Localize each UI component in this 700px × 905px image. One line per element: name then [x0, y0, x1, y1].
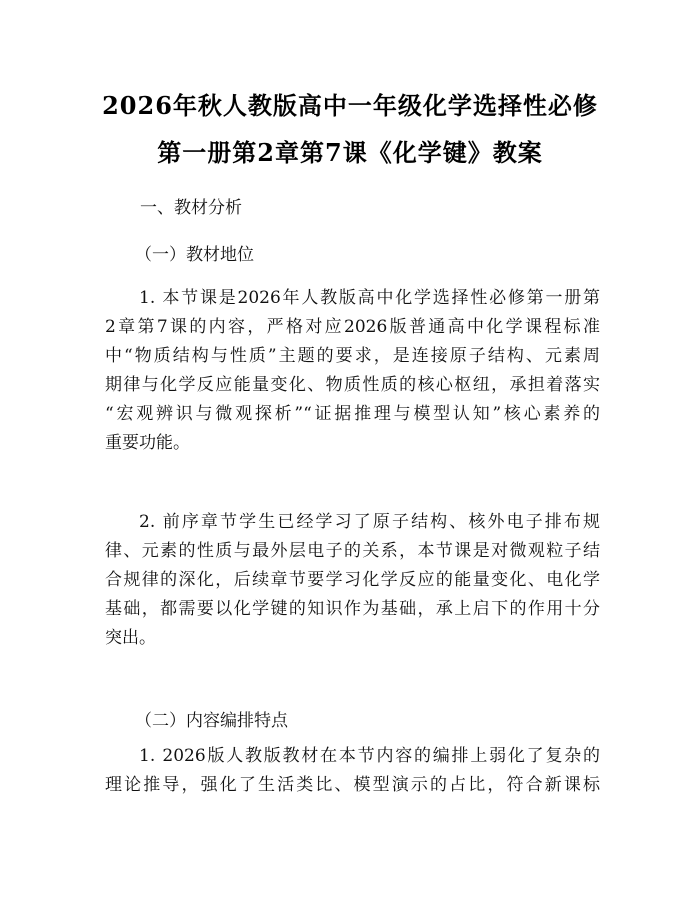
paragraph-line: 2. 前序章节学生已经学习了原子结构、核外电子排布规: [139, 512, 600, 532]
paragraph-line: 重要功能。: [105, 433, 190, 453]
paragraph-line: 理论推导，强化了生活类比、模型演示的占比，符合新课标: [105, 775, 600, 795]
paragraph-line: 突出。: [105, 628, 156, 648]
section-heading-textbook-analysis: 一、教材分析: [140, 198, 242, 218]
paragraph-line: 1. 本节课是2026年人教版高中化学选择性必修第一册第: [139, 288, 600, 308]
document-title-line-1: 2026年秋人教版高中一年级化学选择性必修: [102, 91, 598, 120]
paragraph-line: 中“物质结构与性质”主题的要求，是连接原子结构、元素周: [105, 346, 600, 366]
paragraph-content-arrangement-1: [105, 742, 600, 800]
paragraph-line: 2章第7课的内容，严格对应2026版普通高中化学课程标准: [105, 317, 600, 337]
paragraph-line: 合规律的深化，后续章节要学习化学反应的能量变化、电化学: [105, 570, 600, 590]
paragraph-line: 期律与化学反应能量变化、物质性质的核心枢纽，承担着落实: [105, 375, 600, 395]
paragraph-textbook-position-1: [105, 284, 600, 458]
paragraph-textbook-position-2: [105, 508, 600, 653]
subsection-heading-content-arrangement: （二）内容编排特点: [135, 711, 288, 731]
subsection-heading-textbook-position: （一）教材地位: [135, 245, 254, 265]
paragraph-line: 1. 2026版人教版教材在本节内容的编排上弱化了复杂的: [139, 746, 600, 766]
paragraph-line: 律、元素的性质与最外层电子的关系，本节课是对微观粒子结: [105, 541, 600, 561]
paragraph-line: 基础，都需要以化学键的知识作为基础，承上启下的作用十分: [105, 599, 600, 619]
document-title-line-2: 第一册第2章第7课《化学键》教案: [157, 138, 543, 167]
paragraph-line: “宏观辨识与微观探析”“证据推理与模型认知”核心素养的: [105, 404, 600, 424]
